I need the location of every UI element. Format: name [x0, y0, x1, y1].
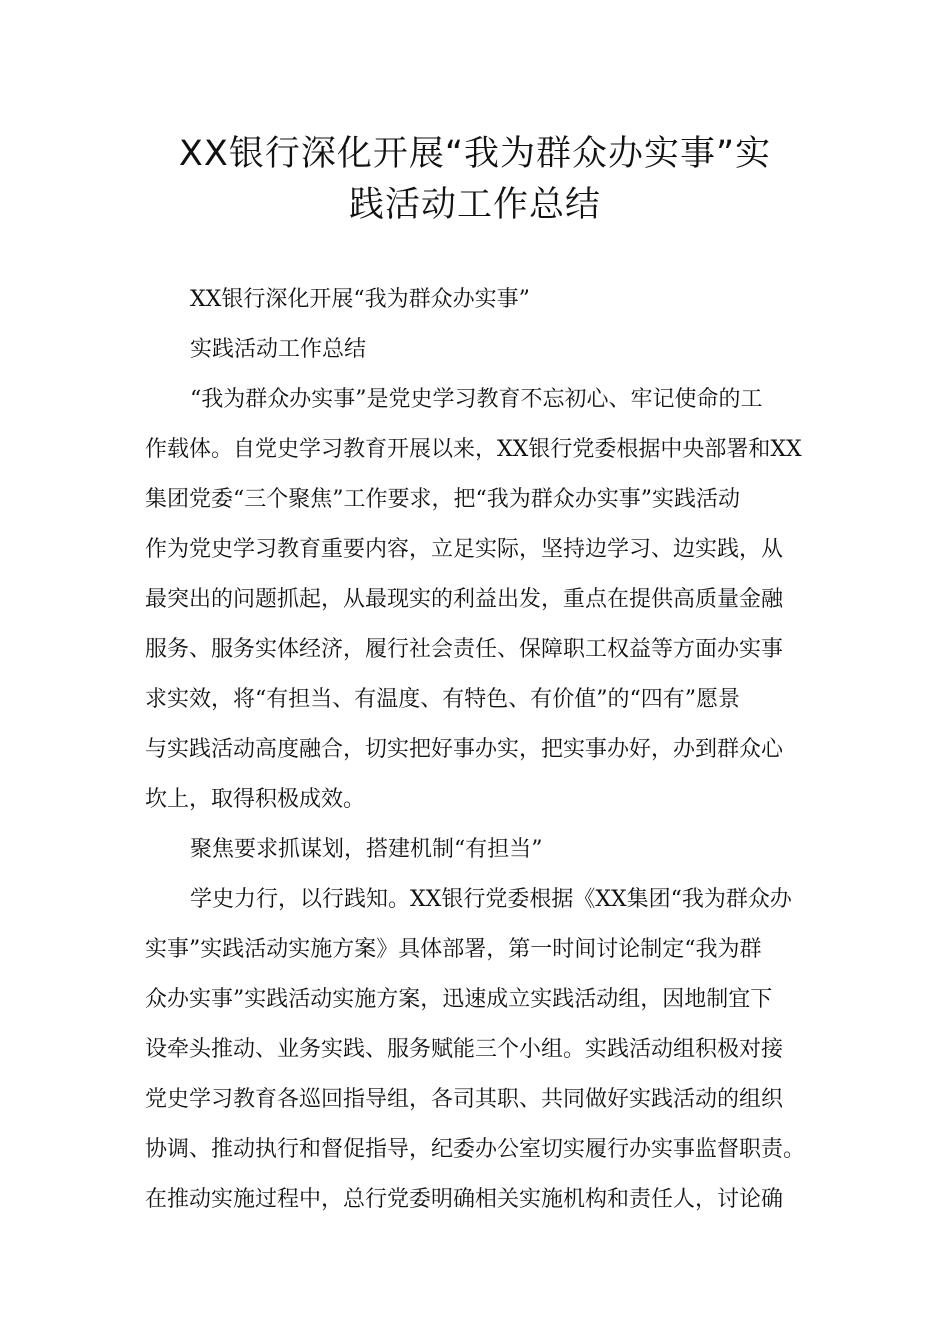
paragraph-line: 党史学习教育各巡回指导组，各司其职、共同做好实践活动的组织 [145, 1087, 784, 1112]
paragraph-line: 作为党史学习教育重要内容，立足实际，坚持边学习、边实践，从 [145, 537, 784, 562]
document-title-line-2: 践活动工作总结 [348, 185, 601, 225]
paragraph-line: 服务、服务实体经济，履行社会责任、保障职工权益等方面办实事 [145, 637, 784, 662]
paragraph-line: 学史力行，以行践知。XX银行党委根据《XX集团“我为群众办 [190, 887, 792, 912]
paragraph-line: 坎上，取得积极成效。 [145, 787, 366, 812]
paragraph-line: “我为群众办实事”是党史学习教育不忘初心、牢记使命的工 [190, 387, 763, 412]
paragraph-line: 作载体。自党史学习教育开展以来，XX银行党委根据中央部署和XX [145, 437, 802, 462]
paragraph-line: 集团党委“三个聚焦”工作要求，把“我为群众办实事”实践活动 [145, 487, 740, 512]
paragraph-line: 最突出的问题抓起，从最现实的利益出发，重点在提供高质量金融 [145, 587, 784, 612]
paragraph-line: 与实践活动高度融合，切实把好事办实，把实事办好，办到群众心 [145, 737, 784, 762]
subtitle-line-2: 实践活动工作总结 [190, 337, 367, 362]
paragraph-line: 在推动实施过程中，总行党委明确相关实施机构和责任人，讨论确 [145, 1187, 784, 1212]
paragraph-line: 协调、推动执行和督促指导，纪委办公室切实履行办实事监督职责。 [145, 1137, 806, 1162]
paragraph-line: 实事”实践活动实施方案》具体部署，第一时间讨论制定“我为群 [145, 937, 762, 962]
paragraph-line: 求实效，将“有担当、有温度、有特色、有价值”的“四有”愿景 [145, 687, 740, 712]
document-title-line-1: XX银行深化开展“我为群众办实事”实 [178, 134, 772, 174]
section-heading: 聚焦要求抓谋划，搭建机制“有担当” [190, 837, 543, 862]
paragraph-line: 众办实事”实践活动实施方案，迅速成立实践活动组，因地制宜下 [145, 987, 773, 1012]
subtitle-line-1: XX银行深化开展“我为群众办实事” [190, 287, 530, 312]
paragraph-line: 设牵头推动、业务实践、服务赋能三个小组。实践活动组积极对接 [145, 1037, 784, 1062]
